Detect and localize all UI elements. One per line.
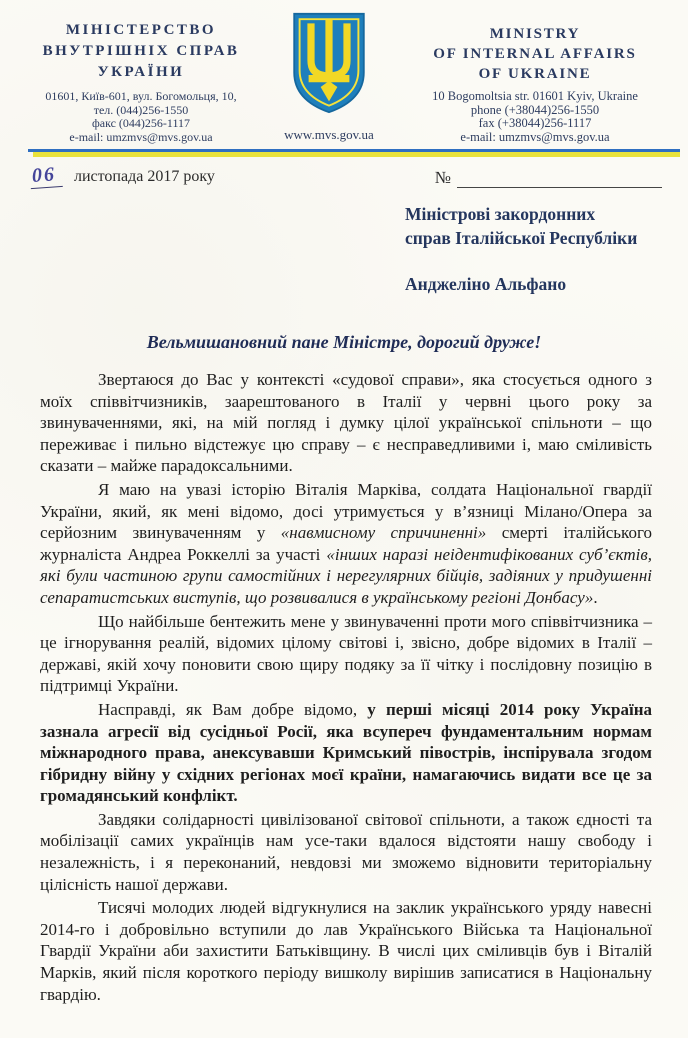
paragraph-text: Звертаюся до Вас у контексті «судової справи», яка стосується одного з моїх співвітчизників, заарештованого в Італії у червні цього року за звинуваченнями, які, на мій погляд і думку цілої української спільноти – що переживає і пильно відстежує цю справу – є несправедливими і, маю сміливість сказати – майже парадоксальними. [40, 370, 652, 476]
letter-paragraph-6 [40, 897, 652, 1005]
letterhead-ukrainian [16, 12, 266, 144]
ministry-title-uk-line: МІНІСТЕРСТВО [65, 22, 217, 38]
flag-divider [28, 149, 680, 157]
letterhead [0, 0, 688, 144]
date-text: листопада 2017 року [74, 168, 215, 185]
paragraph-text: Завдяки солідарності цивілізованої світової спільноти, а також єдності та мобілізації самих українців нам усе-таки вдалося відстояти нашу свободу і незалежність, і я переконаний, невдовзі ми зможемо відновити територіальну цілісність нашої держави. [40, 809, 652, 894]
address-line: fax (+38044)256-1117 [478, 116, 592, 130]
emphasized-text: у перші місяці 2014 року Україна зазнала агресії від сусідньої Росії, яка всупереч фундаментальним нормам міжнародного права, анексувавши Кримський півострів, інспірувала згодом гібридну війну у східних регіонах моєї країни, намагаючись видати все це за громадянський конфлікт. [40, 699, 652, 806]
ministry-address-en [392, 90, 678, 144]
letter-paragraph-3 [40, 611, 652, 697]
quoted-charge-text: «інших наразі неідентифікованих суб’єктів, які були частиною групи самостійних і нерегулярних бійців, задіяних у придушенні сепаратистських виступів, що розвивалися в українському регіоні Донбасу» [40, 544, 652, 607]
paragraph-text: Насправді, як Вам добре відомо, [98, 699, 368, 719]
number-blank-line [457, 173, 662, 188]
address-line: 01601, Київ-601, вул. Богомольця, 10, [45, 89, 237, 103]
ministry-address-uk [16, 90, 266, 144]
addressee-line: справ Італійської Республіки [405, 228, 638, 248]
paragraph-text: . [593, 587, 598, 607]
addressee-line: Міністрові закордонних [405, 204, 596, 224]
address-line: 10 Bogomoltsia str. 01601 Kyiv, Ukraine [432, 89, 638, 103]
paragraph-text: Що найбільше бентежить мене у звинуваченні проти мого співвітчизника – це ігнорування реалій, відомих цілому світові і, звісно, добре відомих в Італії – державі, якій хочу поновити свою щиру подяку за її чітку і послідовну позицію в підтримці України. [40, 611, 652, 696]
letter-paragraph-5 [40, 809, 652, 895]
email-line: e-mail: umzmvs@mvs.gov.ua [460, 129, 610, 144]
ministry-title-en-line: OF INTERNAL AFFAIRS [433, 46, 637, 62]
reference-row [0, 157, 688, 188]
addressee-name: Анджеліно Альфано [405, 274, 567, 294]
website-url: www.mvs.gov.ua [284, 127, 374, 142]
coat-of-arms-of-ukraine-icon [293, 12, 365, 119]
address-line: тел. (044)256-1550 [93, 102, 189, 117]
address-line: факс (044)256-1117 [91, 116, 191, 130]
ministry-title-en [392, 24, 678, 84]
number-label: № [434, 168, 451, 187]
paragraph-text: смерті італійського журналіста Андреа Роккеллі за участі [40, 523, 652, 564]
ministry-title-uk-line: УКРАЇНИ [97, 64, 185, 80]
number-group [435, 168, 662, 188]
email-line: e-mail: umzmvs@mvs.gov.ua [69, 129, 213, 144]
ministry-title-en-line: OF UKRAINE [478, 66, 592, 82]
ministry-title-uk [16, 20, 266, 83]
letter-paragraph-1 [40, 369, 652, 477]
ministry-title-en-line: MINISTRY [489, 26, 581, 42]
letterhead-english [392, 12, 678, 144]
paragraph-text: Я маю на увазі історію Віталія Марківа, солдата Національної гвардії України, який, як мені відомо, досі утримується у в’язниці Мілано/Опера за серйозним звинуваченням у [40, 479, 652, 543]
letter-paragraph-2 [40, 479, 652, 609]
date-group [30, 164, 215, 188]
address-line: phone (+38044)256-1550 [470, 102, 600, 117]
quoted-charge-text: «навмисному спричиненні» [280, 523, 487, 543]
salutation: Вельмишановний пане Міністре, дорогий друже! [146, 332, 542, 352]
letter-paragraph-4 [40, 699, 652, 807]
ministry-title-uk-line: ВНУТРІШНІХ СПРАВ [42, 43, 240, 59]
letterhead-emblem-column [266, 12, 392, 144]
handwritten-date: 06 [29, 163, 63, 189]
addressee-block [405, 202, 688, 296]
paragraph-text: Тисячі молодих людей відгукнулися на заклик українського уряду навесні 2014-го і добровільно вступили до лав Українського Війська та Національної Гвардії України аби захистити Батьківщину. В числі цих сміливців був і Віталій Марків, який після короткого періоду вишколу вирішив записатися в Національну гвардію. [40, 898, 652, 1004]
letter-body [40, 369, 652, 1005]
